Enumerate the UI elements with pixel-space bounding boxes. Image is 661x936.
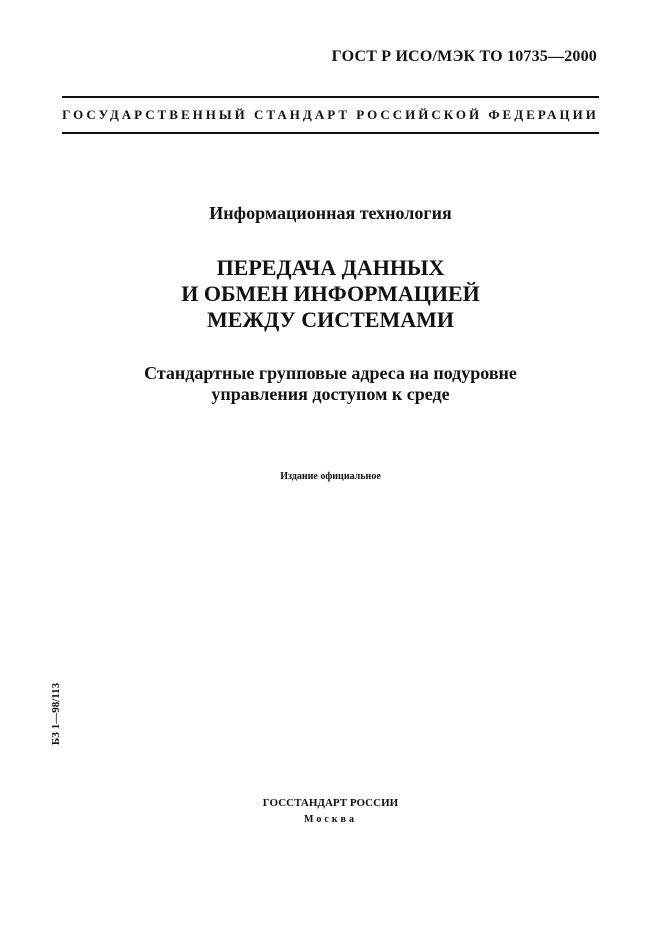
main-title-line: ПЕРЕДАЧА ДАННЫХ [216, 255, 445, 280]
header-band [62, 96, 599, 134]
main-title-line: И ОБМЕН ИНФОРМАЦИЕЙ [181, 281, 480, 306]
standard-code: ГОСТ Р ИСО/МЭК ТО 10735—2000 [331, 48, 597, 65]
edition-label: Издание официальное [280, 471, 381, 482]
publisher-name: ГОССТАНДАРТ РОССИИ [262, 797, 399, 809]
subtitle-line: Стандартные групповые адреса на подуровне [144, 363, 517, 383]
topic-title: Информационная технология [209, 203, 452, 223]
side-code: БЗ 1—98/113 [50, 682, 62, 746]
main-title [0, 255, 661, 333]
subtitle [0, 363, 661, 405]
subtitle-line: управления доступом к среде [211, 384, 450, 404]
state-standard-header: ГОСУДАРСТВЕННЫЙ СТАНДАРТ РОССИЙСКОЙ ФЕДЕРАЦИИ [62, 107, 599, 122]
publisher-city: Москва [304, 814, 357, 825]
main-title-line: МЕЖДУ СИСТЕМАМИ [206, 307, 454, 332]
